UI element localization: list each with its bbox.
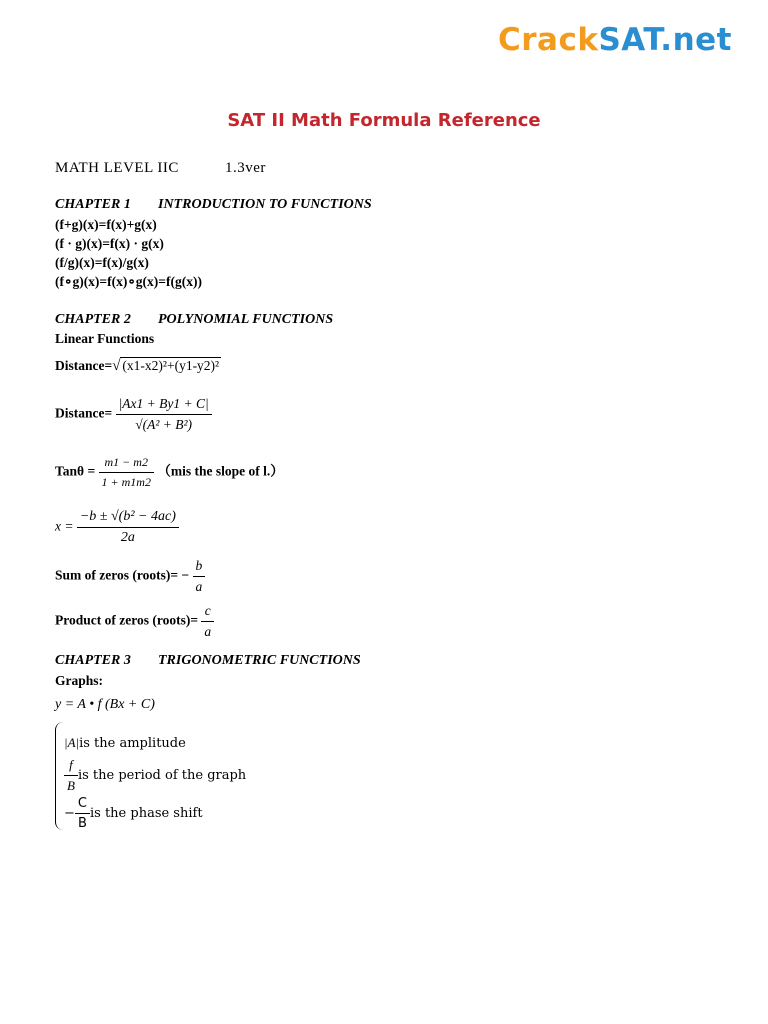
trig-general-equation: y = A • f (Bx + C)	[55, 697, 155, 712]
slope-note: （mis the slope of l.）	[157, 463, 284, 479]
sqrt-icon: √	[112, 358, 121, 374]
chapter-1-heading	[55, 197, 372, 213]
distance-label: Distance=	[55, 358, 113, 373]
period-text: is the period of the graph	[77, 768, 247, 783]
chapter-number: CHAPTER 3	[55, 653, 131, 668]
fraction-denominator: 2a	[120, 530, 135, 545]
fraction-denominator: B	[67, 778, 75, 793]
tangent-formula	[55, 455, 284, 490]
point-line-distance-formula	[55, 396, 212, 433]
brand-part-crack: Crack	[498, 22, 599, 58]
period-line	[64, 757, 246, 794]
chapter-name: TRIGONOMETRIC FUNCTIONS	[158, 653, 361, 668]
phase-prefix: −	[64, 806, 75, 821]
fraction-denominator: B	[77, 816, 87, 831]
fraction-numerator: c	[201, 603, 214, 622]
amplitude-line	[64, 735, 186, 751]
brand-logo	[498, 22, 732, 58]
graphs-label: Graphs:	[55, 673, 104, 688]
fraction-numerator: −b ± √(b² − 4ac)	[77, 509, 179, 528]
distance-fraction	[116, 396, 212, 433]
phase-text: is the phase shift	[89, 806, 203, 821]
fraction-numerator: |Ax1 + By1 + C|	[116, 396, 212, 415]
product-of-zeros-formula	[55, 603, 214, 640]
math-level: MATH LEVEL IIC	[55, 160, 179, 176]
formula-product: (f · g)(x)=f(x) · g(x)	[55, 236, 164, 251]
quadratic-lhs: x =	[55, 518, 74, 534]
sum-label: Sum of zeros (roots)= −	[55, 567, 190, 583]
fraction-numerator: C	[75, 796, 90, 814]
document-title: SAT II Math Formula Reference	[227, 110, 541, 131]
chapter-2-heading	[55, 312, 333, 328]
fraction-denominator: √(A² + B²)	[135, 417, 193, 432]
quadratic-formula	[55, 509, 179, 546]
formula-sum: (f+g)(x)=f(x)+g(x)	[55, 217, 157, 232]
chapter-name: INTRODUCTION TO FUNCTIONS	[158, 197, 372, 212]
sum-fraction	[193, 558, 206, 595]
fraction-denominator: a	[195, 579, 203, 594]
chapter-number: CHAPTER 1	[55, 197, 131, 212]
fraction-numerator: m1 − m2	[99, 455, 154, 473]
phase-fraction	[75, 796, 90, 831]
fraction-denominator: a	[204, 624, 212, 639]
brand-part-sat: SAT.net	[598, 22, 732, 58]
distance-formula	[55, 358, 221, 375]
tangent-label: Tanθ =	[55, 463, 96, 479]
chapter-3-heading	[55, 653, 361, 669]
phase-shift-line	[64, 796, 203, 831]
formula-quotient: (f/g)(x)=f(x)/g(x)	[55, 255, 149, 270]
fraction-numerator: b	[193, 558, 206, 577]
formula-composition: (f∘g)(x)=f(x)∘g(x)=f(g(x))	[55, 274, 202, 289]
fraction-denominator: 1 + m1m2	[101, 475, 151, 489]
linear-functions-label: Linear Functions	[55, 331, 155, 346]
distance-expression: (x1-x2)²+(y1-y2)²	[122, 358, 220, 373]
quadratic-fraction	[77, 509, 179, 546]
sum-of-zeros-formula	[55, 558, 205, 595]
chapter-name: POLYNOMIAL FUNCTIONS	[158, 312, 334, 327]
version: 1.3ver	[225, 160, 266, 176]
amplitude-text: is the amplitude	[79, 736, 186, 751]
product-fraction	[201, 603, 214, 640]
chapter-number: CHAPTER 2	[55, 312, 131, 327]
amplitude-symbol: |A|	[64, 735, 80, 750]
product-label: Product of zeros (roots)=	[55, 612, 199, 628]
fraction-numerator: f	[64, 757, 78, 776]
distance-label: Distance=	[55, 405, 113, 421]
tangent-fraction	[99, 455, 154, 490]
period-fraction	[64, 757, 78, 794]
